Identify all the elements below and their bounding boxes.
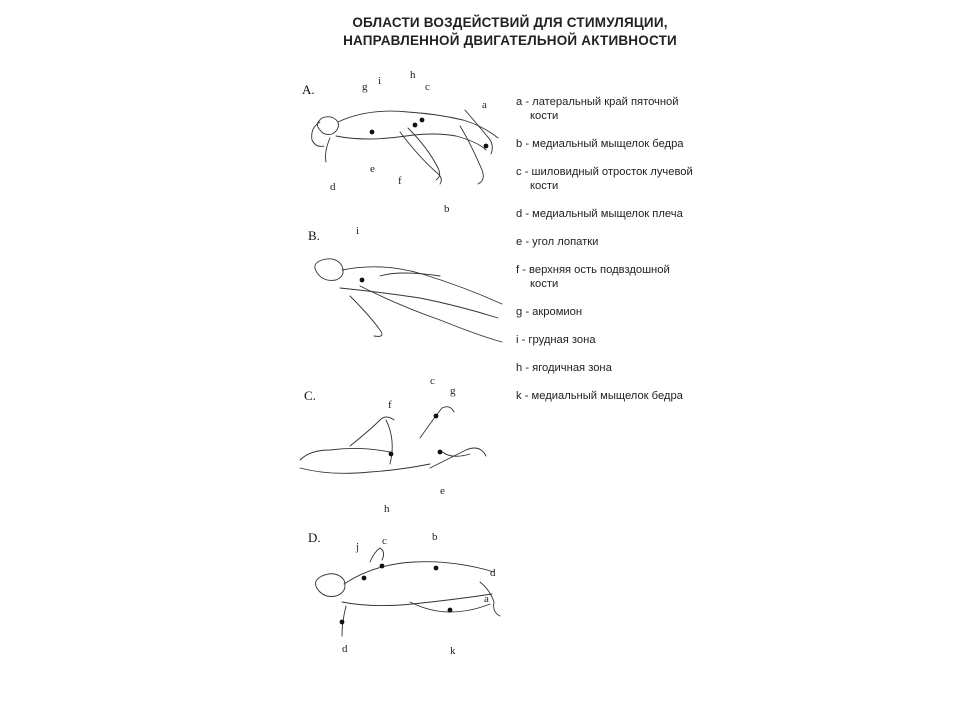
legend-text: k - медиальный мыщелок бедра	[516, 390, 683, 402]
body-figures	[290, 62, 525, 662]
point-d-d	[340, 620, 345, 625]
point-a-c	[413, 123, 418, 128]
legend-text: i - грудная зона	[516, 334, 596, 346]
point-c-g	[434, 414, 439, 419]
legend-item-h	[516, 361, 726, 375]
figure-c-torso	[386, 420, 392, 464]
legend-text: f - верхняя ость подвздошной	[516, 264, 670, 276]
point-label-a-g: g	[362, 81, 368, 93]
point-label-a-a: a	[482, 99, 487, 111]
point-label-c-f: f	[388, 399, 392, 411]
point-c-e	[438, 450, 443, 455]
legend-item-f	[516, 263, 726, 291]
panel-label-a: A.	[302, 82, 315, 97]
legend-item-i	[516, 333, 726, 347]
figure-c	[290, 372, 525, 522]
figure-b	[290, 222, 525, 362]
point-label-d-a: a	[484, 593, 489, 605]
point-label-b-i: i	[356, 225, 360, 237]
point-d-c	[380, 564, 385, 569]
figure-a-leg-1	[408, 128, 440, 180]
figure-a-leg-3	[460, 126, 483, 184]
legend-text: e - угол лопатки	[516, 236, 599, 248]
point-label-c-g: g	[450, 385, 456, 397]
point-b-i	[360, 278, 365, 283]
figure-a-back	[338, 111, 498, 138]
point-label-d-k: k	[450, 645, 456, 657]
point-label-d-c: c	[382, 535, 387, 547]
legend-item-c	[516, 165, 726, 193]
point-a-i	[370, 130, 375, 135]
figure-b-head	[315, 259, 343, 281]
legend-item-b	[516, 137, 726, 151]
figure-a-head	[317, 117, 338, 135]
figure-c-hip	[350, 417, 394, 446]
point-d-j	[362, 576, 367, 581]
legend-item-g	[516, 305, 726, 319]
legend-text: b - медиальный мыщелок бедра	[516, 138, 684, 150]
figure-a-arm-2	[326, 138, 331, 162]
point-d-k	[448, 608, 453, 613]
legend-item-e	[516, 235, 726, 249]
point-a-a	[484, 144, 489, 149]
point-d-b	[434, 566, 439, 571]
figure-a	[290, 62, 525, 215]
figure-d-hand	[370, 548, 384, 562]
figure-b-detail	[380, 273, 440, 276]
figure-a-front	[336, 134, 486, 150]
legend-text-cont: кости	[530, 180, 559, 192]
point-label-a-b: b	[444, 203, 450, 215]
title-line-2: НАПРАВЛЕННОЙ ДВИГАТЕЛЬНОЙ АКТИВНОСТИ	[343, 33, 677, 48]
legend-text-cont: кости	[530, 110, 559, 122]
figure-b-arm	[350, 296, 382, 336]
legend-item-a	[516, 95, 726, 123]
figure-d-foot	[480, 582, 500, 616]
point-c-h	[389, 452, 394, 457]
diagram-title	[300, 14, 720, 50]
figure-c-arm	[420, 407, 454, 438]
point-label-c-e: e	[440, 485, 445, 497]
point-label-d-d2: d	[342, 643, 348, 655]
legend-text-cont: кости	[530, 278, 559, 290]
panel-label-d: D.	[308, 530, 321, 545]
figure-c-leg-2	[300, 464, 430, 473]
point-a-h	[420, 118, 425, 123]
figure-d-head	[315, 574, 345, 597]
legend-text: h - ягодичная зона	[516, 362, 612, 374]
figure-d	[290, 522, 525, 662]
figure-c-leg-1	[300, 448, 390, 460]
figure-d-front	[342, 594, 492, 606]
point-label-d-b: b	[432, 531, 438, 543]
point-label-a-f: f	[398, 175, 402, 187]
legend-text: d - медиальный мыщелок плеча	[516, 208, 683, 220]
point-label-d-j: j	[356, 541, 360, 553]
point-label-a-d: d	[330, 181, 336, 193]
figure-a-leg-2	[400, 132, 441, 184]
point-label-d-d: d	[490, 567, 496, 579]
figure-a-arm	[465, 110, 492, 154]
legend-text: c - шиловидный отросток лучевой	[516, 166, 693, 178]
legend-text: g - акромион	[516, 306, 583, 318]
legend	[516, 95, 726, 417]
panel-label-b: B.	[308, 228, 320, 243]
point-label-a-c: c	[425, 81, 430, 93]
point-label-c-c: c	[430, 375, 435, 387]
legend-item-k	[516, 389, 726, 403]
title-line-1: ОБЛАСТИ ВОЗДЕЙСТВИЙ ДЛЯ СТИМУЛЯЦИИ,	[352, 15, 668, 30]
point-label-a-e: e	[370, 163, 375, 175]
point-label-a-i: i	[378, 75, 382, 87]
legend-item-d	[516, 207, 726, 221]
legend-text: a - латеральный край пяточной	[516, 96, 679, 108]
figure-d-back	[344, 562, 494, 584]
panel-label-c: C.	[304, 388, 316, 403]
point-label-c-h: h	[384, 503, 390, 515]
point-label-a-h: h	[410, 69, 416, 81]
